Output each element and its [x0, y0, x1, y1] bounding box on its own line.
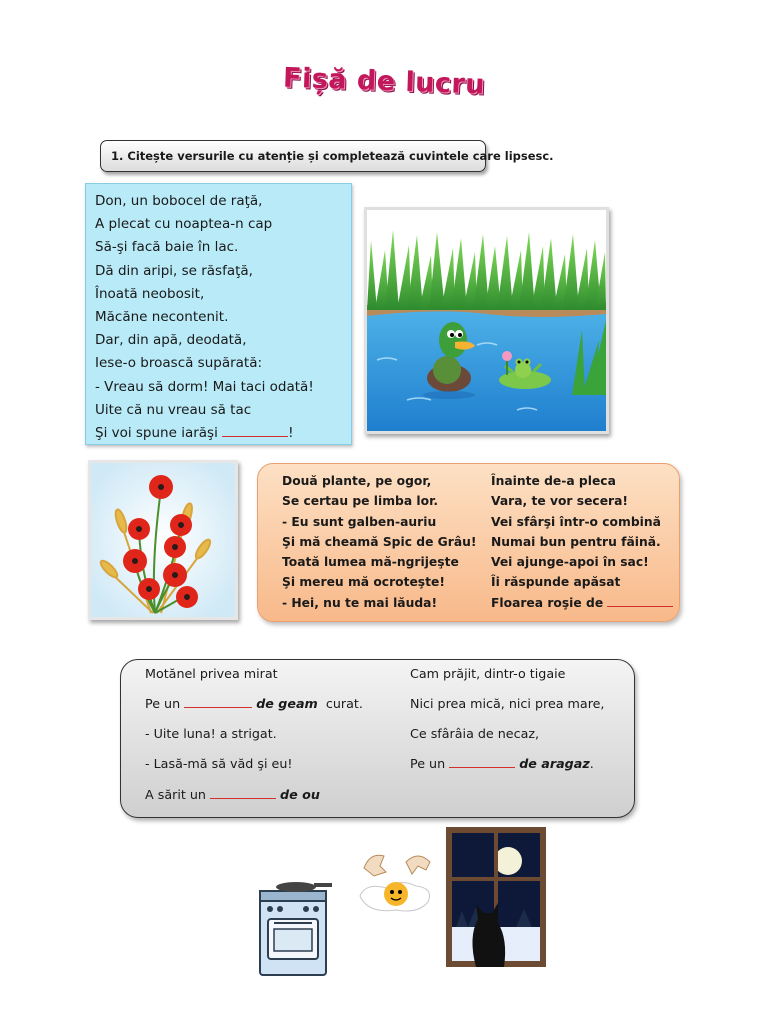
hint-words: de ou — [280, 787, 320, 802]
poem-line-blank — [491, 593, 673, 613]
poem-line: Numai bun pentru făină. — [491, 534, 661, 549]
poem-line: Şi mereu mă ocroteşte! — [282, 575, 445, 590]
poem-line-end: . — [589, 756, 594, 771]
poem-line: Îi răspunde apăsat — [491, 575, 621, 590]
poem-line: - Hei, nu te mai lăuda! — [282, 595, 438, 610]
poem-line: Vei sfârşi într-o combină — [491, 514, 661, 529]
poem-line-blank — [145, 696, 363, 711]
poem-line-end: ! — [288, 425, 294, 442]
poem-line: Dă din aripi, se răsfaţă, — [95, 262, 253, 279]
cat-window-moon-illustration — [446, 827, 546, 971]
poem-line-blank — [145, 787, 320, 802]
poem-line: A plecat cu noaptea-n cap — [95, 216, 273, 233]
poem-line: Măcăne necontenit. — [95, 309, 229, 326]
poem-line: Ce sfârâia de necaz, — [410, 726, 540, 741]
poem-line: Şi mă cheamă Spic de Grâu! — [282, 534, 477, 549]
poem-line-start: Şi voi spune iarăşi — [95, 425, 223, 442]
poem-line-blank — [95, 422, 351, 445]
answer-blank[interactable] — [184, 707, 252, 708]
poem-line: Toată lumea mă-ngrijeşte — [282, 555, 459, 570]
poem-plants — [257, 463, 680, 622]
answer-blank[interactable] — [210, 798, 276, 799]
poppy-wheat-illustration — [88, 460, 238, 620]
hint-words: de aragaz — [519, 756, 590, 771]
poem-column-right — [491, 471, 673, 613]
stove-illustration — [256, 877, 334, 981]
poem-cat-moon — [120, 659, 635, 818]
poem-line: Uite că nu vreau să tac — [95, 401, 252, 418]
poem-duck — [85, 183, 352, 445]
poem-line: - Eu sunt galben-auriu — [282, 514, 437, 529]
poem-line-start: Floarea roşie de — [491, 595, 608, 610]
answer-blank[interactable] — [607, 606, 673, 607]
poem-line: - Lasă-mă să văd şi eu! — [145, 756, 293, 771]
poem-line: Înoată neobosit, — [95, 285, 205, 302]
answer-blank[interactable] — [449, 767, 515, 768]
cracked-egg-illustration — [356, 848, 436, 918]
duck-pond-illustration — [364, 207, 609, 434]
poem-line: Vara, te vor secera! — [491, 494, 629, 509]
answer-blank[interactable] — [222, 436, 288, 437]
poem-line: Dar, din apă, deodată, — [95, 332, 247, 349]
poem-line: Nici prea mică, nici prea mare, — [410, 696, 605, 711]
poem-line: Vei ajunge-apoi în sac! — [491, 555, 649, 570]
poem-line: Motănel privea mirat — [145, 666, 278, 681]
page-title: Fișă de lucru — [282, 62, 486, 101]
poem-line-blank — [410, 756, 594, 771]
poem-line: Iese-o broască supărată: — [95, 355, 263, 372]
poem-line: Se certau pe limba lor. — [282, 494, 439, 509]
poem-line-start: Pe un — [410, 756, 450, 771]
instruction-box: 1. Citește versurile cu atenție și completează cuvintele care lipsesc. — [100, 140, 486, 172]
poem-line: Înainte de-a pleca — [491, 474, 616, 488]
hint-words: de geam — [256, 696, 318, 711]
poem-line: Don, un bobocel de raţă, — [95, 193, 263, 209]
poem-line: Să-şi facă baie în lac. — [95, 239, 239, 256]
poem-line-start: Pe un — [145, 696, 185, 711]
poem-line-end: curat. — [325, 696, 363, 711]
poem-column-left — [282, 471, 477, 613]
poem-line: - Uite luna! a strigat. — [145, 726, 277, 741]
poem-line: Două plante, pe ogor, — [282, 474, 432, 488]
poem-line-start: A sărit un — [145, 787, 210, 802]
poem-line: Cam prăjit, dintr-o tigaie — [410, 666, 566, 681]
poem-line: - Vreau să dorm! Mai taci odată! — [95, 378, 314, 395]
